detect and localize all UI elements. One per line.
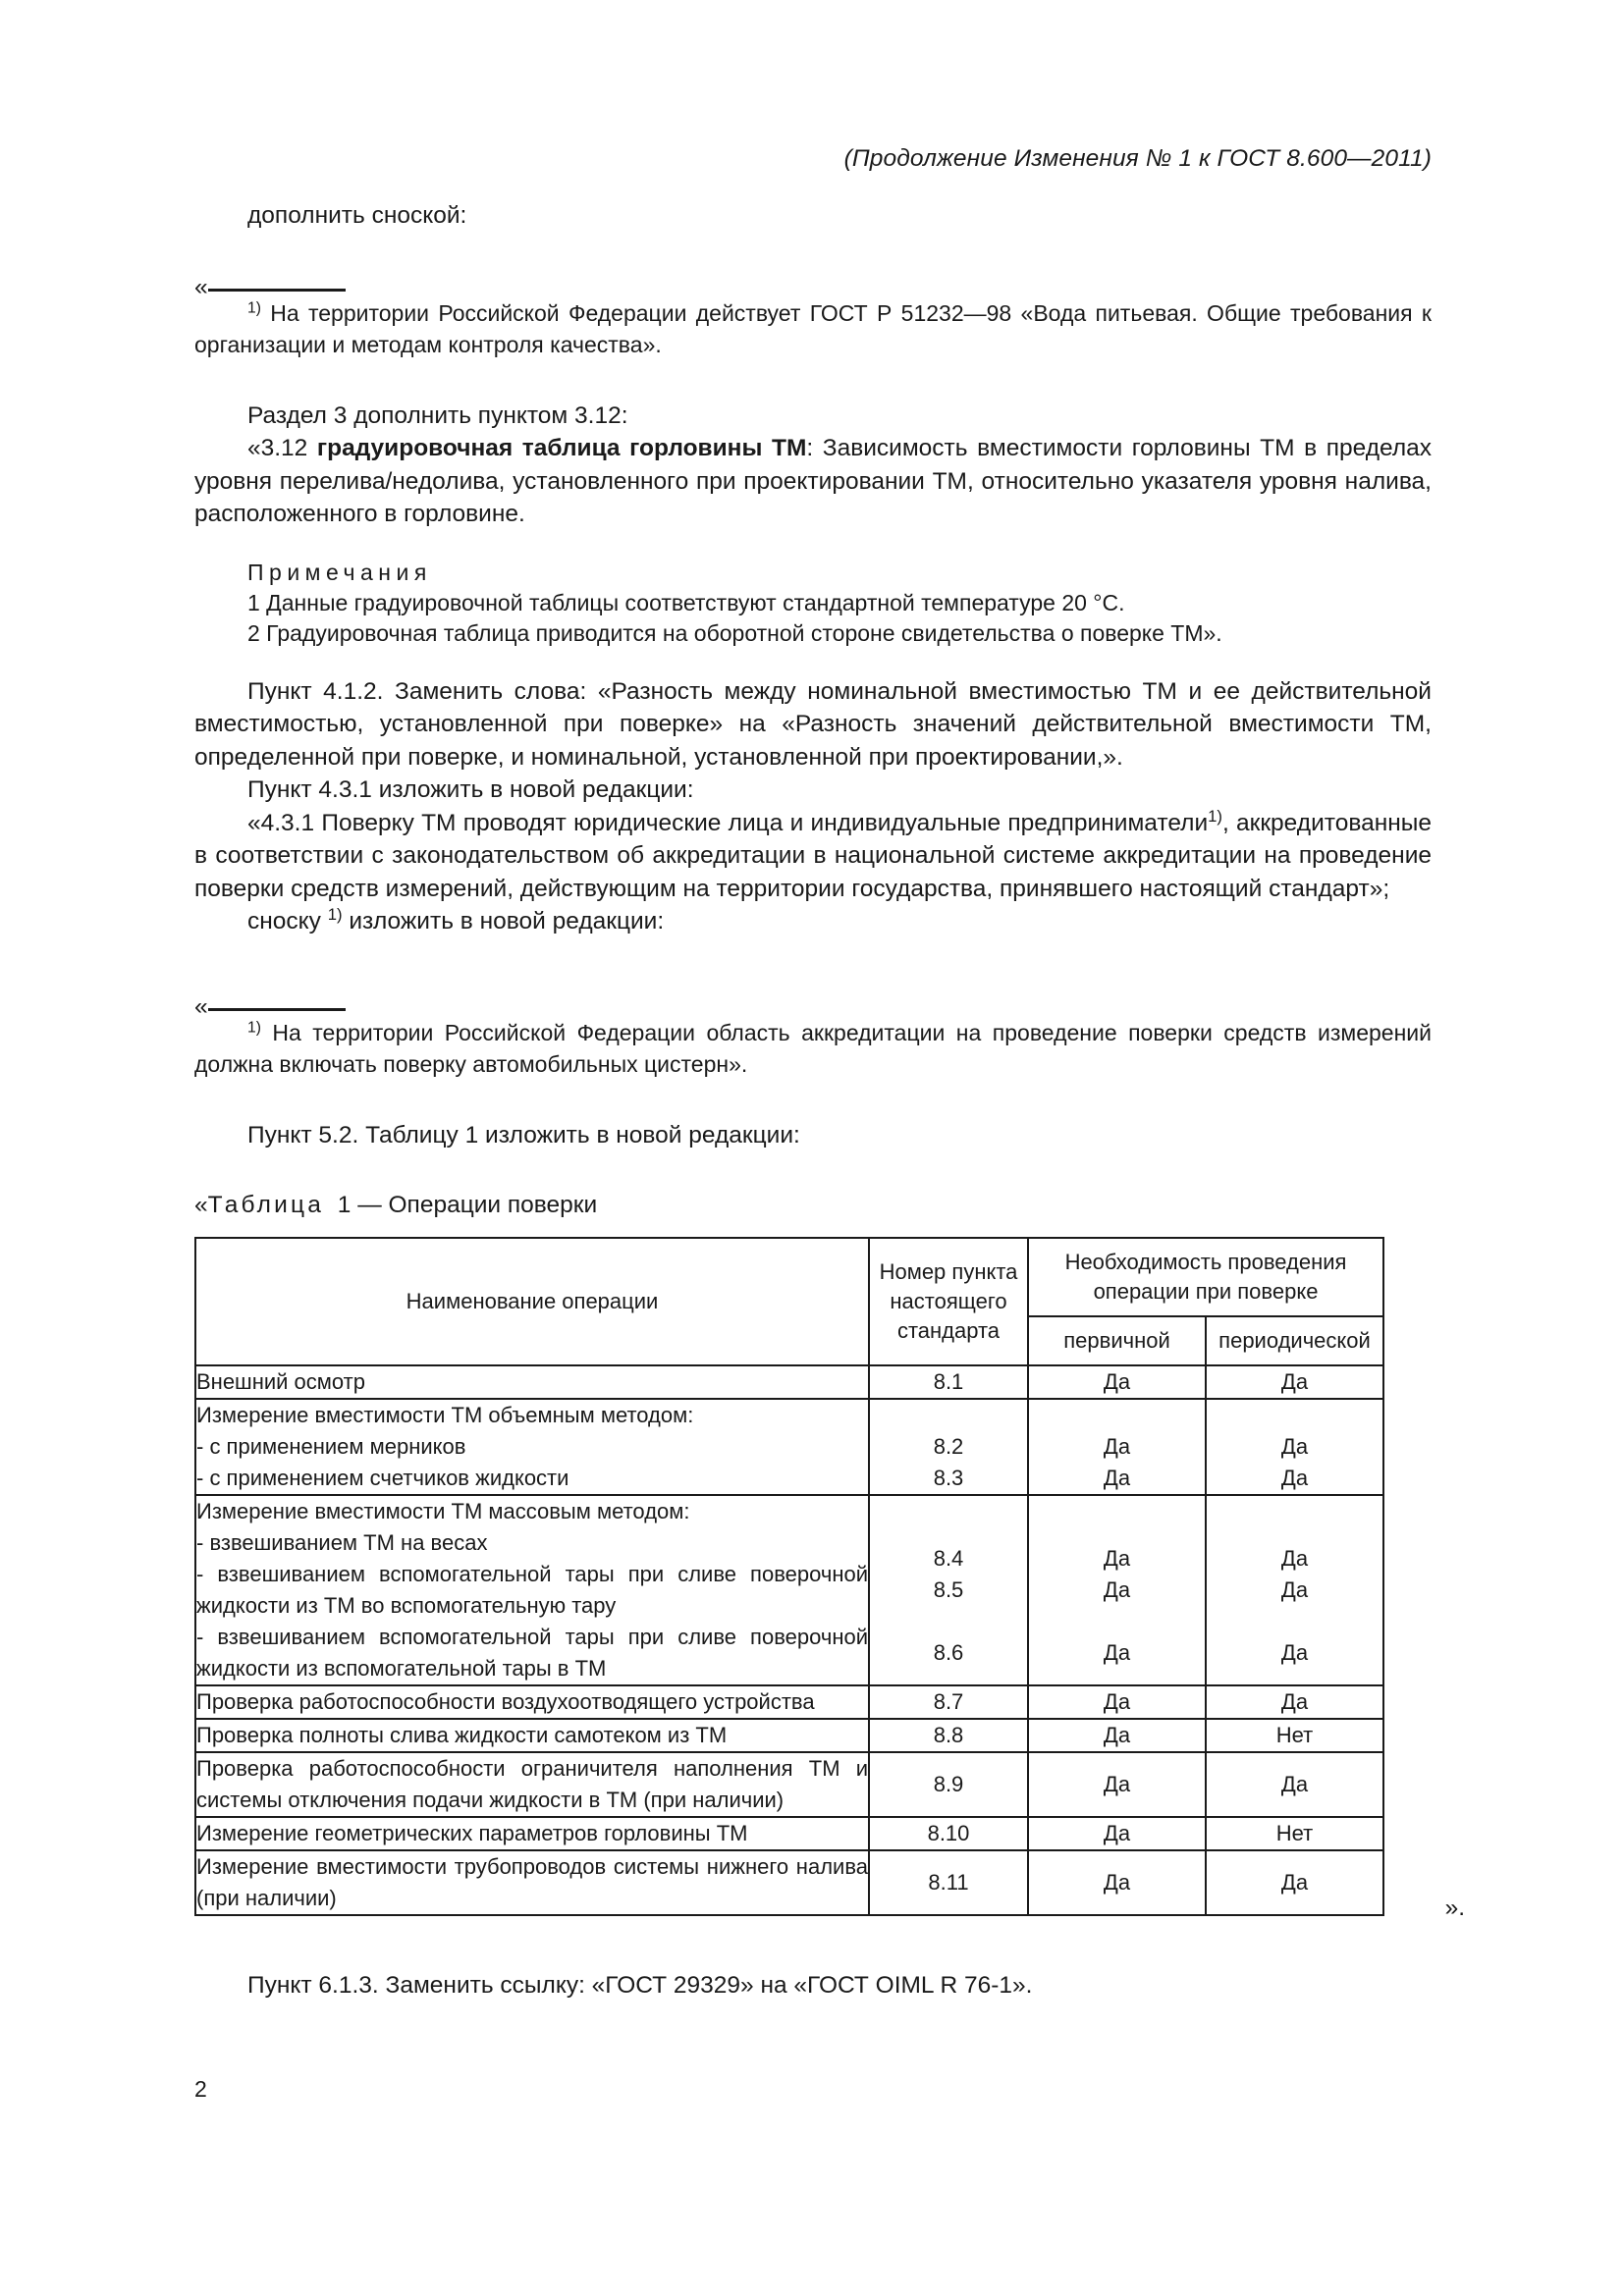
cell-periodic [1206,1399,1383,1495]
cell-clause-lines [870,1720,1027,1751]
cell-operation-line-1: Измерение вместимости трубопроводов системы нижнего налива (при наличии) [196,1854,868,1911]
cell-periodic-lines [1207,1512,1382,1669]
cell-periodic [1206,1752,1383,1817]
table-closing-quote: ». [1444,1895,1465,1922]
footnote-body-1: На территории Российской Федерации действует ГОСТ Р 51232—98 «Вода питьевая. Общие требования к организации и методам контроля качества». [194,299,1432,357]
cell-periodic [1206,1685,1383,1719]
table-header [195,1238,1383,1365]
cell-periodic-line-1: Нет [1275,1723,1314,1748]
cell-primary [1028,1850,1206,1915]
cell-clause [869,1719,1028,1752]
cell-operation-line-2: - взвешиванием ТМ на весах [196,1530,488,1556]
cell-primary-line-1 [1029,1400,1205,1431]
cell-periodic-line-5: Да [1280,1640,1309,1666]
footnote-open-quote-1: « [194,274,208,300]
table-caption-word: Таблица [207,1192,325,1218]
footnote-text-1 [194,297,1432,360]
cell-periodic [1206,1719,1383,1752]
intro-line: дополнить сноской: [247,202,467,229]
table-caption-dash: — [357,1192,382,1218]
footnote-rule-1 [208,289,346,292]
cell-clause-line-2: 8.2 [933,1434,964,1460]
operations-table [194,1237,1384,1916]
footnote-block-2 [194,991,1432,1080]
cell-clause [869,1752,1028,1817]
cell-primary-lines [1029,1512,1205,1669]
table-row [195,1495,1383,1685]
footnote-body-2: На территории Российской Федерации область аккредитации на проведение поверки средств измерений должна включать поверку автомобильных цистерн». [194,1019,1432,1077]
cell-clause-line-3: 8.3 [933,1466,964,1491]
clause-4-1-2: Пункт 4.1.2. Заменить слова: «Разность между номинальной вместимостью ТМ и ее действительной вместимостью, установленной при поверке» на «Разность значений действительной вместимости ТМ, определенной при поверке, и номинальной, установленной при проектировании,». [194,677,1432,771]
page-content [194,0,1465,2002]
cell-primary-line-2: Да [1103,1434,1131,1460]
header-clause-lines [876,1257,1021,1346]
page-number: 2 [194,2076,207,2102]
table-row [195,1685,1383,1719]
cell-clause-line-1 [870,1512,1027,1543]
cell-operation [195,1365,869,1399]
header-clause-line-2: настоящего [890,1289,1007,1314]
footnote-open-quote-2: « [194,993,208,1020]
cell-operation-line-3: - с применением счетчиков жидкости [196,1466,569,1491]
cell-clause-line-1: 8.8 [933,1723,964,1748]
cell-clause-line-1: 8.1 [933,1369,964,1395]
clause-4-3-1-after: , аккредитованные в соответствии с законодательством об аккредитации в национальной системе аккредитации на проведение поверки средств измерений, действующим на территории государства, принявшего настоящий стандарт»; [194,809,1432,902]
cell-clause [869,1817,1028,1850]
clause-4-3-1-footnote-marker: 1) [1208,806,1222,826]
cell-operation-line-1: Измерение геометрических параметров горловины ТМ [196,1821,748,1846]
footnote-revision-after: изложить в новой редакции: [342,908,665,934]
cell-periodic-line-1: Нет [1275,1821,1314,1846]
table-header-row-1 [195,1238,1383,1316]
cell-primary-line-1 [1029,1512,1205,1543]
cell-primary-line-1: Да [1103,1723,1131,1748]
cell-primary-line-3: Да [1103,1577,1131,1603]
footnote-revision-before: сноску [247,908,328,934]
header-clause [869,1238,1028,1365]
operations-table-wrapper [194,1237,1465,1922]
cell-periodic-line-1 [1207,1400,1382,1431]
cell-clause-line-1 [870,1400,1027,1431]
cell-clause [869,1685,1028,1719]
cell-primary-lines [1029,1366,1205,1398]
footnote-marker-2: 1) [247,1018,261,1036]
cell-periodic-lines [1207,1366,1382,1398]
cell-clause-line-1: 8.11 [928,1870,969,1896]
cell-periodic-lines [1207,1867,1382,1898]
clause-6-1-3: Пункт 6.1.3. Заменить ссылку: «ГОСТ 29329» на «ГОСТ OIML R 76-1». [247,1972,1033,2000]
cell-periodic-line-2: Да [1280,1546,1309,1572]
header-operation: Наименование операции [195,1238,869,1365]
cell-operation-line-3: - взвешиванием вспомогательной тары при сливе поверочной жидкости из ТМ во вспомогательную тару [196,1562,868,1619]
cell-primary-lines [1029,1867,1205,1898]
cell-periodic-line-3: Да [1280,1577,1309,1603]
header-necessity [1028,1238,1383,1316]
cell-primary [1028,1752,1206,1817]
cell-periodic-line-3: Да [1280,1466,1309,1491]
cell-clause-lines [870,1512,1027,1669]
cell-primary-line-1: Да [1103,1870,1131,1896]
header-necessity-lines [1035,1248,1377,1307]
cell-periodic-lines [1207,1769,1382,1800]
table-row [195,1719,1383,1752]
cell-primary [1028,1495,1206,1685]
table-body [195,1365,1383,1915]
footnote-block-1 [194,272,1432,360]
cell-clause-lines [870,1686,1027,1718]
cell-operation-line-1: Проверка полноты слива жидкости самотеком из ТМ [196,1723,728,1748]
cell-operation [195,1752,869,1817]
cell-periodic [1206,1365,1383,1399]
cell-periodic-lines [1207,1400,1382,1494]
cell-operation [195,1399,869,1495]
cell-clause-lines [870,1867,1027,1898]
table-caption-number: 1 [337,1192,352,1218]
cell-operation [195,1685,869,1719]
cell-clause-lines [870,1366,1027,1398]
cell-operation [195,1817,869,1850]
cell-primary [1028,1365,1206,1399]
cell-primary-line-1: Да [1103,1369,1131,1395]
table-row [195,1850,1383,1915]
clause-5-2-lead: Пункт 5.2. Таблицу 1 изложить в новой редакции: [247,1121,800,1148]
notes-title: Примечания [247,559,432,585]
cell-periodic [1206,1817,1383,1850]
header-necessity-line-1: Необходимость проведения [1064,1250,1347,1275]
cell-operation [195,1495,869,1685]
cell-clause [869,1495,1028,1685]
cell-primary-line-3: Да [1103,1466,1131,1491]
table-row [195,1365,1383,1399]
header-primary: первичной [1028,1316,1206,1365]
cell-primary-line-2: Да [1103,1546,1131,1572]
cell-primary-lines [1029,1400,1205,1494]
cell-operation-line-4: - взвешиванием вспомогательной тары при сливе поверочной жидкости из вспомогательной тары в ТМ [196,1625,868,1682]
header-necessity-line-2: операции при поверке [1093,1279,1319,1305]
cell-operation-line-1: Измерение вместимости ТМ массовым методом: [196,1499,690,1524]
cell-periodic-line-4 [1207,1606,1382,1637]
cell-clause-lines [870,1400,1027,1494]
cell-operation-line-1: Проверка работоспособности ограничителя наполнения ТМ и системы отключения подачи жидкости в ТМ (при наличии) [196,1756,868,1813]
cell-primary-line-1: Да [1103,1772,1131,1797]
clause-4-3-1-lead: Пункт 4.3.1 изложить в новой редакции: [247,776,694,803]
section3-item-open: «3.12 [247,435,317,461]
cell-periodic-line-1: Да [1280,1772,1309,1797]
cell-periodic-lines [1207,1720,1382,1751]
cell-operation-line-1: Внешний осмотр [196,1369,365,1395]
cell-periodic-line-2: Да [1280,1434,1309,1460]
cell-primary-line-4 [1029,1606,1205,1637]
cell-clause [869,1365,1028,1399]
cell-primary-line-1: Да [1103,1689,1131,1715]
cell-clause-line-3: 8.5 [933,1577,964,1603]
cell-clause-lines [870,1818,1027,1849]
cell-operation [195,1850,869,1915]
header-periodic: периодической [1206,1316,1383,1365]
header-clause-line-3: стандарта [896,1318,1001,1344]
cell-primary-lines [1029,1720,1205,1751]
cell-periodic [1206,1850,1383,1915]
cell-operation-line-1: Проверка работоспособности воздухоотводящего устройства [196,1689,815,1715]
table-caption-title: Операции поверки [388,1192,598,1218]
cell-clause [869,1850,1028,1915]
note-item-2: 2 Градуировочная таблица приводится на оборотной стороне свидетельства о поверке ТМ». [247,619,1222,646]
cell-clause-line-1: 8.10 [927,1821,970,1846]
footnote-rule-line-1 [194,272,1432,300]
table-row [195,1752,1383,1817]
cell-periodic-line-1: Да [1280,1870,1309,1896]
cell-clause-line-4 [870,1606,1027,1637]
cell-primary [1028,1817,1206,1850]
cell-clause-line-2: 8.4 [933,1546,964,1572]
running-header: (Продолжение Изменения № 1 к ГОСТ 8.600—2011) [843,145,1432,172]
section3-item-rest: : Зависимость вместимости горловины ТМ в пределах уровня перелива/недолива, установленного при проектировании ТМ, относительно указателя уровня налива, расположенного в горловине. [194,435,1432,527]
table-row [195,1399,1383,1495]
cell-operation [195,1719,869,1752]
footnote-marker-1: 1) [247,298,261,316]
footnote-rule-line-2 [194,991,1432,1020]
footnote-revision-lead [194,905,1432,938]
cell-clause-line-1: 8.9 [933,1772,964,1797]
cell-periodic-line-1: Да [1280,1369,1309,1395]
table-caption [194,1191,1432,1219]
table-row [195,1817,1383,1850]
cell-operation-line-1: Измерение вместимости ТМ объемным методом: [196,1403,694,1428]
cell-periodic [1206,1495,1383,1685]
header-clause-line-1: Номер пункта [879,1259,1018,1285]
cell-clause-lines [870,1769,1027,1800]
cell-primary [1028,1719,1206,1752]
cell-primary-line-5: Да [1103,1640,1131,1666]
cell-clause [869,1399,1028,1495]
cell-primary-lines [1029,1769,1205,1800]
cell-periodic-line-1 [1207,1512,1382,1543]
cell-primary-lines [1029,1686,1205,1718]
footnote-rule-2 [208,1008,346,1011]
footnote-revision-marker: 1) [327,904,343,924]
section3-item-term: градуировочная таблица горловины ТМ [316,435,807,461]
cell-operation-line-2: - с применением мерников [196,1434,466,1460]
cell-clause-line-5: 8.6 [933,1640,964,1666]
cell-periodic-lines [1207,1818,1382,1849]
cell-primary-lines [1029,1818,1205,1849]
cell-primary [1028,1399,1206,1495]
notes-block [194,558,1432,649]
section3-item [194,432,1432,531]
clause-4-3-1-before: «4.3.1 Поверку ТМ проводят юридические лица и индивидуальные предприниматели [247,809,1209,836]
cell-periodic-line-1: Да [1280,1689,1309,1715]
note-item-1: 1 Данные градуировочной таблицы соответствуют стандартной температуре 20 °С. [247,589,1125,615]
clause-4-3-1-body [194,807,1432,906]
table-caption-quote: « [194,1192,208,1218]
cell-periodic-lines [1207,1686,1382,1718]
section3-lead: Раздел 3 дополнить пунктом 3.12: [247,401,628,429]
footnote-text-2 [194,1017,1432,1080]
cell-primary [1028,1685,1206,1719]
cell-clause-line-1: 8.7 [933,1689,964,1715]
cell-primary-line-1: Да [1103,1821,1131,1846]
